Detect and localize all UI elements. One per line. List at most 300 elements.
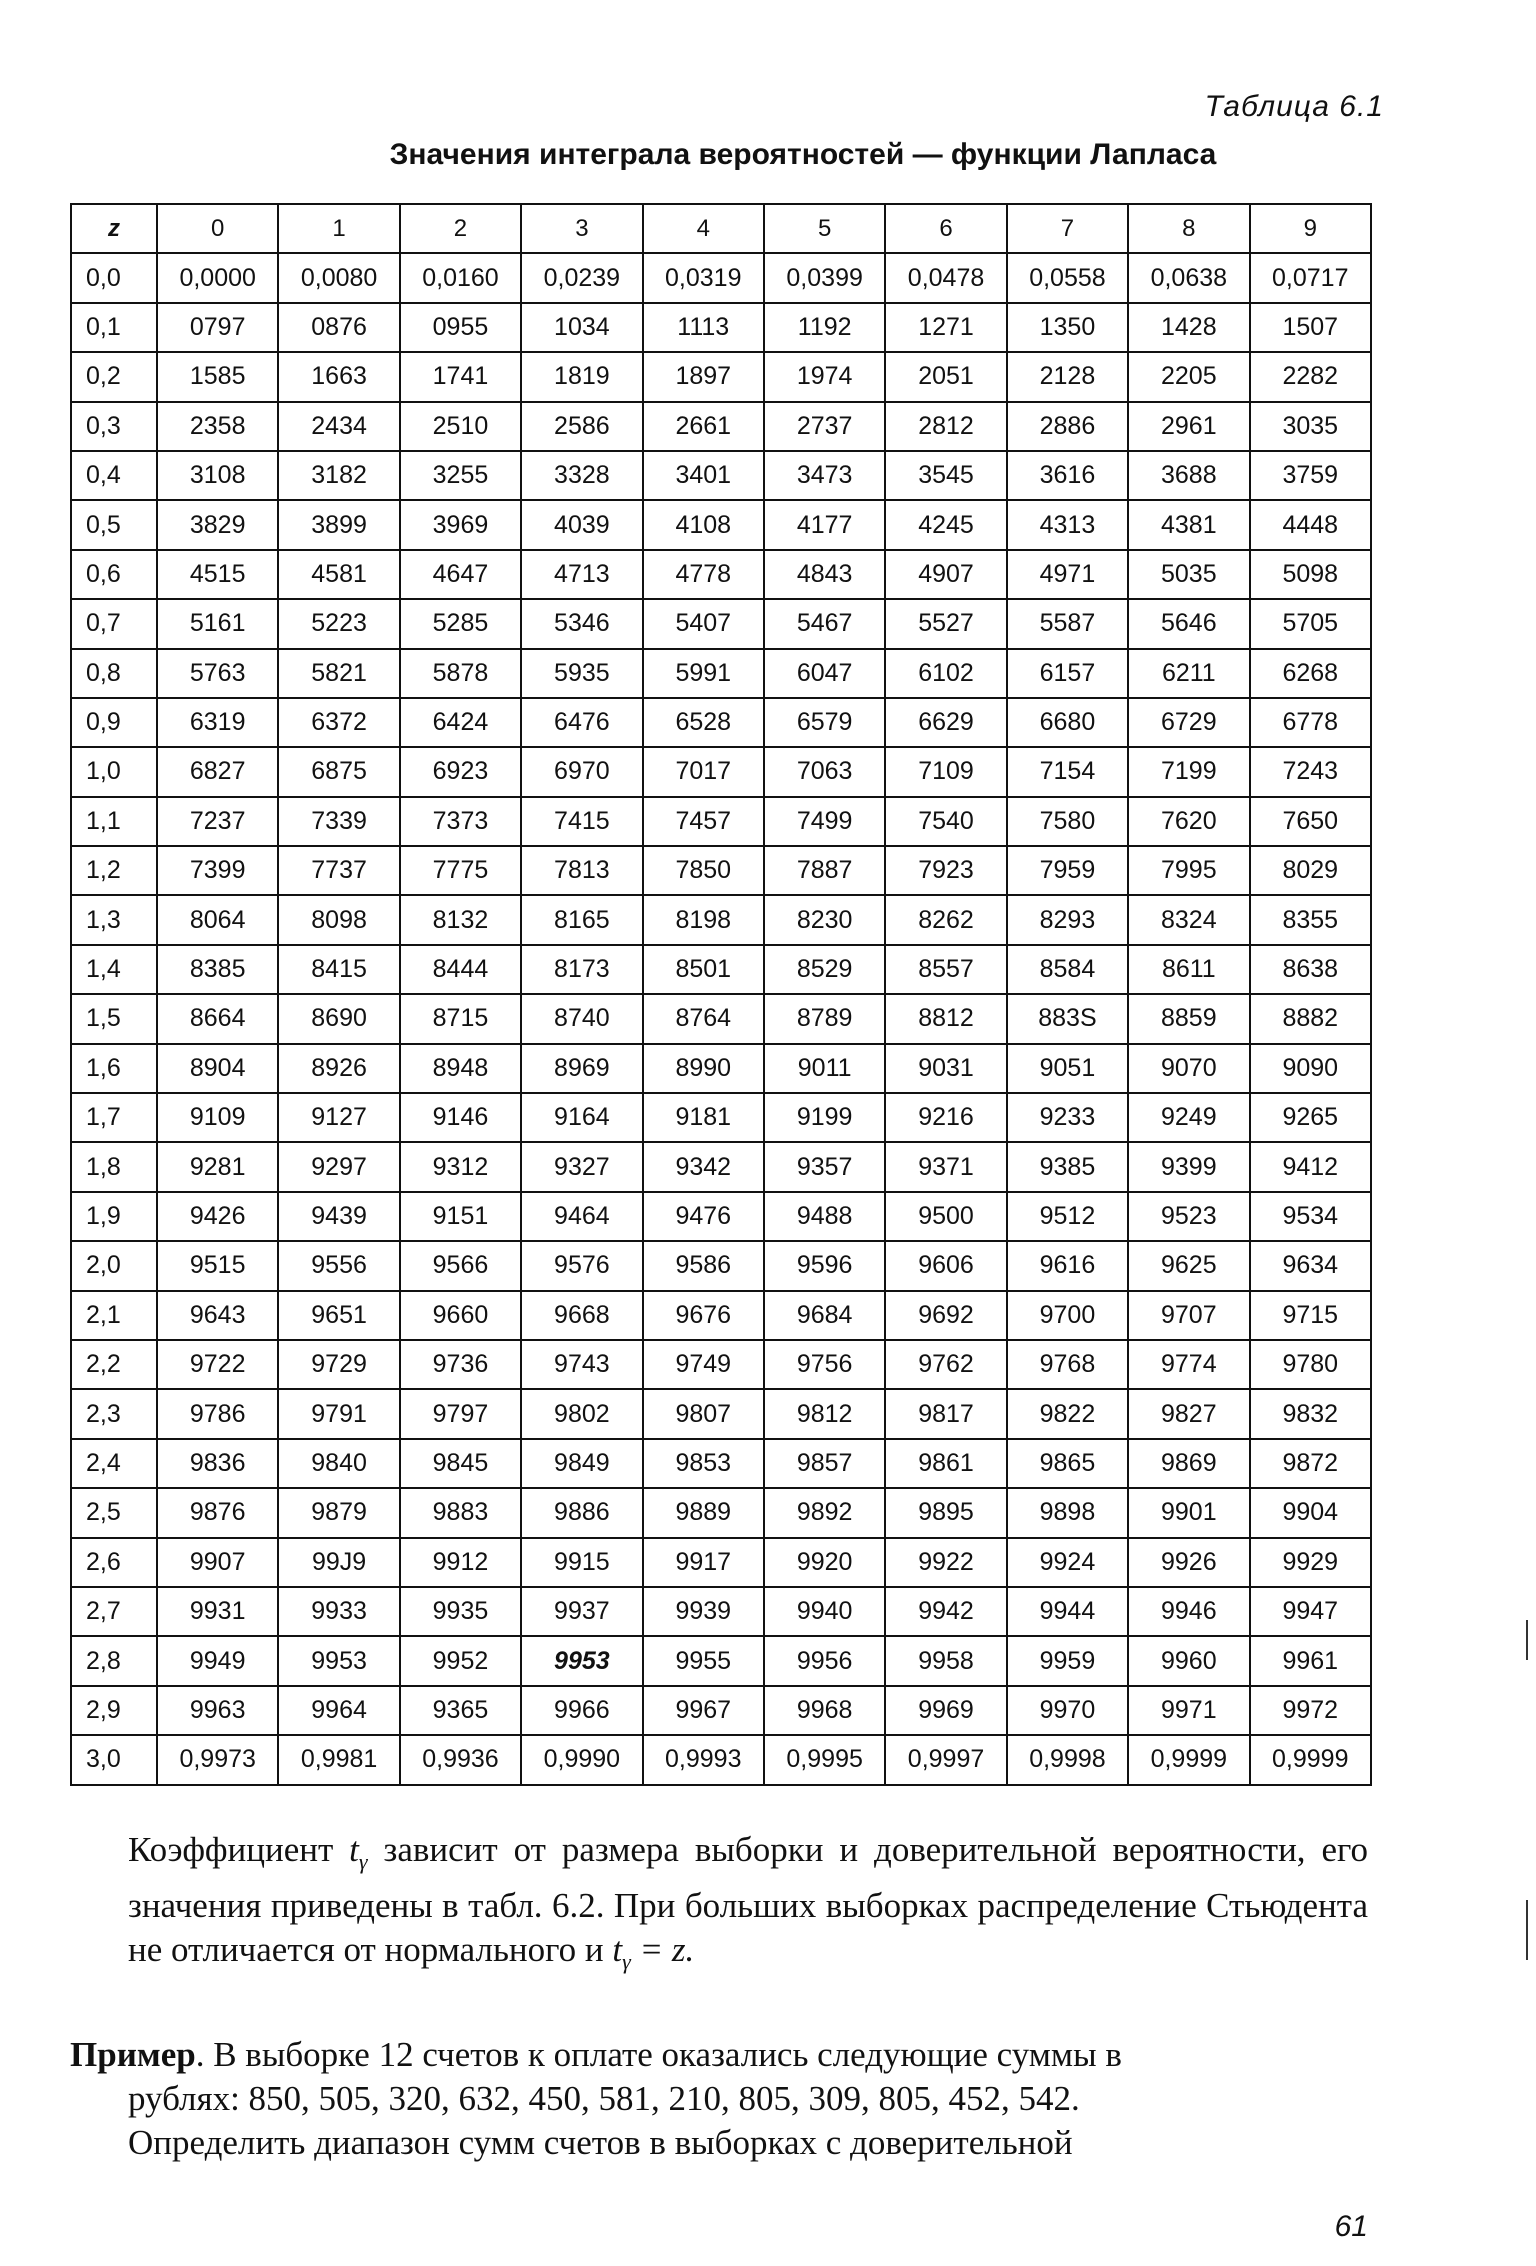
paragraph-text: зависит от размера выборки и доверительной вероятности, его значения приведены в табл. 6.2. При больших выборках распределение Стьюдента не отличается от нормального и bbox=[128, 1830, 1368, 1969]
z-value-cell: 2,8 bbox=[71, 1636, 157, 1685]
table-cell: 9297 bbox=[278, 1142, 399, 1191]
scan-edge-mark bbox=[1526, 1620, 1528, 1660]
table-cell: 8789 bbox=[764, 994, 885, 1043]
table-cell: 5763 bbox=[157, 649, 278, 698]
table-cell: 8198 bbox=[643, 895, 764, 944]
table-cell: 9797 bbox=[400, 1389, 521, 1438]
table-row bbox=[71, 1093, 1371, 1142]
table-cell: 7923 bbox=[885, 846, 1006, 895]
table-cell: 9937 bbox=[521, 1587, 642, 1636]
table-cell: 9802 bbox=[521, 1389, 642, 1438]
table-row bbox=[71, 550, 1371, 599]
table-cell: 9935 bbox=[400, 1587, 521, 1636]
table-cell: 9959 bbox=[1007, 1636, 1128, 1685]
table-cell: 9606 bbox=[885, 1241, 1006, 1290]
table-cell: 9883 bbox=[400, 1488, 521, 1537]
z-value-cell: 1,5 bbox=[71, 994, 157, 1043]
table-cell: 3108 bbox=[157, 451, 278, 500]
table-cell: 9907 bbox=[157, 1538, 278, 1587]
table-cell: 9963 bbox=[157, 1686, 278, 1735]
table-cell: 8904 bbox=[157, 1044, 278, 1093]
table-cell: 8529 bbox=[764, 945, 885, 994]
table-row bbox=[71, 895, 1371, 944]
table-cell: 9616 bbox=[1007, 1241, 1128, 1290]
table-cell: 8859 bbox=[1128, 994, 1249, 1043]
table-cell: 6528 bbox=[643, 698, 764, 747]
table-cell: 8690 bbox=[278, 994, 399, 1043]
table-cell: 7017 bbox=[643, 747, 764, 796]
z-value-cell: 2,6 bbox=[71, 1538, 157, 1587]
table-cell: 1897 bbox=[643, 352, 764, 401]
header-cell: 1 bbox=[278, 204, 399, 253]
table-cell: 9399 bbox=[1128, 1142, 1249, 1191]
z-value-cell: 0,1 bbox=[71, 303, 157, 352]
table-cell: 9762 bbox=[885, 1340, 1006, 1389]
table-cell: 0,0399 bbox=[764, 253, 885, 302]
table-row bbox=[71, 1291, 1371, 1340]
table-cell: 9488 bbox=[764, 1192, 885, 1241]
z-value-cell: 0,5 bbox=[71, 500, 157, 549]
table-cell: 5878 bbox=[400, 649, 521, 698]
table-cell: 1741 bbox=[400, 352, 521, 401]
table-cell: 9960 bbox=[1128, 1636, 1249, 1685]
table-cell: 9931 bbox=[157, 1587, 278, 1636]
table-cell: 4778 bbox=[643, 550, 764, 599]
table-cell: 2586 bbox=[521, 402, 642, 451]
table-cell: 9807 bbox=[643, 1389, 764, 1438]
table-cell: 8740 bbox=[521, 994, 642, 1043]
z-value-cell: 1,4 bbox=[71, 945, 157, 994]
table-cell: 7775 bbox=[400, 846, 521, 895]
table-cell: 6424 bbox=[400, 698, 521, 747]
table-cell: 9774 bbox=[1128, 1340, 1249, 1389]
table-cell: 9827 bbox=[1128, 1389, 1249, 1438]
table-cell: 4971 bbox=[1007, 550, 1128, 599]
table-cell: 9968 bbox=[764, 1686, 885, 1735]
table-cell: 9523 bbox=[1128, 1192, 1249, 1241]
table-cell: 0,9990 bbox=[521, 1735, 642, 1784]
header-cell: 0 bbox=[157, 204, 278, 253]
table-cell: 1192 bbox=[764, 303, 885, 352]
z-value-cell: 2,4 bbox=[71, 1439, 157, 1488]
table-cell: 9953 bbox=[521, 1636, 642, 1685]
table-cell: 9865 bbox=[1007, 1439, 1128, 1488]
table-cell: 6923 bbox=[400, 747, 521, 796]
z-value-cell: 1,6 bbox=[71, 1044, 157, 1093]
table-row bbox=[71, 1142, 1371, 1191]
table-cell: 1585 bbox=[157, 352, 278, 401]
table-cell: 6629 bbox=[885, 698, 1006, 747]
table-cell: 1507 bbox=[1250, 303, 1371, 352]
table-cell: 0,9999 bbox=[1128, 1735, 1249, 1784]
table-cell: 5646 bbox=[1128, 599, 1249, 648]
table-cell: 9791 bbox=[278, 1389, 399, 1438]
table-cell: 1113 bbox=[643, 303, 764, 352]
table-row bbox=[71, 500, 1371, 549]
table-cell: 7243 bbox=[1250, 747, 1371, 796]
example-lead: Пример bbox=[70, 2035, 196, 2074]
table-cell: 9365 bbox=[400, 1686, 521, 1735]
table-cell: 9898 bbox=[1007, 1488, 1128, 1537]
table-cell: 3829 bbox=[157, 500, 278, 549]
z-value-cell: 0,4 bbox=[71, 451, 157, 500]
table-cell: 9872 bbox=[1250, 1439, 1371, 1488]
table-cell: 1663 bbox=[278, 352, 399, 401]
table-cell: 9756 bbox=[764, 1340, 885, 1389]
table-cell: 7995 bbox=[1128, 846, 1249, 895]
table-cell: 9939 bbox=[643, 1587, 764, 1636]
table-cell: 5098 bbox=[1250, 550, 1371, 599]
table-title: Значения интеграла вероятностей — функции Лапласа bbox=[389, 138, 1217, 171]
table-row bbox=[71, 303, 1371, 352]
table-cell: 3969 bbox=[400, 500, 521, 549]
table-cell: 8064 bbox=[157, 895, 278, 944]
table-cell: 6778 bbox=[1250, 698, 1371, 747]
table-cell: 3182 bbox=[278, 451, 399, 500]
table-cell: 9515 bbox=[157, 1241, 278, 1290]
table-cell: 5935 bbox=[521, 649, 642, 698]
table-cell: 8262 bbox=[885, 895, 1006, 944]
table-cell: 5527 bbox=[885, 599, 1006, 648]
table-cell: 4843 bbox=[764, 550, 885, 599]
table-cell: 4381 bbox=[1128, 500, 1249, 549]
table-cell: 9845 bbox=[400, 1439, 521, 1488]
table-cell: 4177 bbox=[764, 500, 885, 549]
table-cell: 9312 bbox=[400, 1142, 521, 1191]
table-cell: 9586 bbox=[643, 1241, 764, 1290]
table-cell: 9822 bbox=[1007, 1389, 1128, 1438]
table-cell: 8990 bbox=[643, 1044, 764, 1093]
table-cell: 9692 bbox=[885, 1291, 1006, 1340]
table-row bbox=[71, 747, 1371, 796]
table-cell: 8926 bbox=[278, 1044, 399, 1093]
table-cell: 4647 bbox=[400, 550, 521, 599]
table-cell: 3328 bbox=[521, 451, 642, 500]
table-cell: 7154 bbox=[1007, 747, 1128, 796]
table-cell: 9576 bbox=[521, 1241, 642, 1290]
table-cell: 0,0717 bbox=[1250, 253, 1371, 302]
table-cell: 0,9981 bbox=[278, 1735, 399, 1784]
table-cell: 1271 bbox=[885, 303, 1006, 352]
table-cell: 8098 bbox=[278, 895, 399, 944]
table-cell: 9476 bbox=[643, 1192, 764, 1241]
table-cell: 9743 bbox=[521, 1340, 642, 1389]
table-cell: 9216 bbox=[885, 1093, 1006, 1142]
table-cell: 9849 bbox=[521, 1439, 642, 1488]
table-cell: 9966 bbox=[521, 1686, 642, 1735]
table-cell: 2812 bbox=[885, 402, 1006, 451]
table-cell: 0,0080 bbox=[278, 253, 399, 302]
table-row bbox=[71, 451, 1371, 500]
table-cell: 9967 bbox=[643, 1686, 764, 1735]
table-cell: 9933 bbox=[278, 1587, 399, 1636]
table-row bbox=[71, 1488, 1371, 1537]
table-cell: 9327 bbox=[521, 1142, 642, 1191]
table-cell: 0,0478 bbox=[885, 253, 1006, 302]
table-cell: 0,0638 bbox=[1128, 253, 1249, 302]
table-cell: 9031 bbox=[885, 1044, 1006, 1093]
table-cell: 9817 bbox=[885, 1389, 1006, 1438]
table-cell: 5407 bbox=[643, 599, 764, 648]
table-cell: 2128 bbox=[1007, 352, 1128, 401]
table-cell: 9342 bbox=[643, 1142, 764, 1191]
table-row bbox=[71, 1192, 1371, 1241]
table-cell: 6476 bbox=[521, 698, 642, 747]
table-cell: 7373 bbox=[400, 797, 521, 846]
table-cell: 8165 bbox=[521, 895, 642, 944]
table-cell: 9886 bbox=[521, 1488, 642, 1537]
table-cell: 9786 bbox=[157, 1389, 278, 1438]
table-cell: 9715 bbox=[1250, 1291, 1371, 1340]
table-row bbox=[71, 797, 1371, 846]
table-cell: 9090 bbox=[1250, 1044, 1371, 1093]
table-cell: 3255 bbox=[400, 451, 521, 500]
z-value-cell: 1,3 bbox=[71, 895, 157, 944]
table-cell: 7650 bbox=[1250, 797, 1371, 846]
table-cell: 9464 bbox=[521, 1192, 642, 1241]
table-cell: 8324 bbox=[1128, 895, 1249, 944]
z-value-cell: 2,5 bbox=[71, 1488, 157, 1537]
table-cell: 9853 bbox=[643, 1439, 764, 1488]
table-cell: 5991 bbox=[643, 649, 764, 698]
header-cell: 4 bbox=[643, 204, 764, 253]
table-cell: 6827 bbox=[157, 747, 278, 796]
table-cell: 9722 bbox=[157, 1340, 278, 1389]
table-cell: 3688 bbox=[1128, 451, 1249, 500]
table-cell: 9922 bbox=[885, 1538, 1006, 1587]
table-cell: 7850 bbox=[643, 846, 764, 895]
table-cell: 8882 bbox=[1250, 994, 1371, 1043]
table-cell: 7620 bbox=[1128, 797, 1249, 846]
header-cell: 6 bbox=[885, 204, 1006, 253]
table-cell: 6579 bbox=[764, 698, 885, 747]
table-cell: 9876 bbox=[157, 1488, 278, 1537]
table-cell: 3616 bbox=[1007, 451, 1128, 500]
table-cell: 9512 bbox=[1007, 1192, 1128, 1241]
table-cell: 9944 bbox=[1007, 1587, 1128, 1636]
z-value-cell: 0,7 bbox=[71, 599, 157, 648]
header-row bbox=[71, 204, 1371, 253]
header-cell: 3 bbox=[521, 204, 642, 253]
table-cell: 9164 bbox=[521, 1093, 642, 1142]
table-cell: 1034 bbox=[521, 303, 642, 352]
table-cell: 7457 bbox=[643, 797, 764, 846]
z-value-cell: 0,2 bbox=[71, 352, 157, 401]
table-cell: 5467 bbox=[764, 599, 885, 648]
table-cell: 9857 bbox=[764, 1439, 885, 1488]
table-cell: 9912 bbox=[400, 1538, 521, 1587]
equation: = z. bbox=[630, 1930, 695, 1969]
example-line-3: Определить диапазон сумм счетов в выборках с доверительной bbox=[128, 2123, 1073, 2162]
table-cell: 2434 bbox=[278, 402, 399, 451]
table-cell: 6319 bbox=[157, 698, 278, 747]
table-cell: 9929 bbox=[1250, 1538, 1371, 1587]
table-cell: 6875 bbox=[278, 747, 399, 796]
table-cell: 9964 bbox=[278, 1686, 399, 1735]
table-cell: 3401 bbox=[643, 451, 764, 500]
table-cell: 5285 bbox=[400, 599, 521, 648]
table-cell: 0,0239 bbox=[521, 253, 642, 302]
table-cell: 7399 bbox=[157, 846, 278, 895]
table-cell: 7499 bbox=[764, 797, 885, 846]
table-cell: 9940 bbox=[764, 1587, 885, 1636]
table-cell: 7580 bbox=[1007, 797, 1128, 846]
table-cell: 6211 bbox=[1128, 649, 1249, 698]
table-cell: 1974 bbox=[764, 352, 885, 401]
table-cell: 0,0000 bbox=[157, 253, 278, 302]
table-row bbox=[71, 1389, 1371, 1438]
z-value-cell: 0,0 bbox=[71, 253, 157, 302]
table-cell: 8029 bbox=[1250, 846, 1371, 895]
table-cell: 9961 bbox=[1250, 1636, 1371, 1685]
table-cell: 0797 bbox=[157, 303, 278, 352]
table-cell: 9233 bbox=[1007, 1093, 1128, 1142]
table-cell: 9385 bbox=[1007, 1142, 1128, 1191]
table-cell: 0,9973 bbox=[157, 1735, 278, 1784]
table-row bbox=[71, 649, 1371, 698]
table-cell: 2886 bbox=[1007, 402, 1128, 451]
table-cell: 4581 bbox=[278, 550, 399, 599]
table-cell: 7339 bbox=[278, 797, 399, 846]
table-cell: 9281 bbox=[157, 1142, 278, 1191]
table-cell: 9901 bbox=[1128, 1488, 1249, 1537]
table-cell: 9892 bbox=[764, 1488, 885, 1537]
table-cell: 1428 bbox=[1128, 303, 1249, 352]
table-cell: 9151 bbox=[400, 1192, 521, 1241]
table-cell: 9904 bbox=[1250, 1488, 1371, 1537]
table-cell: 8611 bbox=[1128, 945, 1249, 994]
table-cell: 4907 bbox=[885, 550, 1006, 599]
table-cell: 9011 bbox=[764, 1044, 885, 1093]
table-cell: 7737 bbox=[278, 846, 399, 895]
table-cell: 9946 bbox=[1128, 1587, 1249, 1636]
table-cell: 0876 bbox=[278, 303, 399, 352]
table-cell: 9917 bbox=[643, 1538, 764, 1587]
table-cell: 5705 bbox=[1250, 599, 1371, 648]
table-cell: 2961 bbox=[1128, 402, 1249, 451]
table-cell: 4313 bbox=[1007, 500, 1128, 549]
table-cell: 8557 bbox=[885, 945, 1006, 994]
table-cell: 9969 bbox=[885, 1686, 1006, 1735]
table-cell: 7887 bbox=[764, 846, 885, 895]
z-value-cell: 1,1 bbox=[71, 797, 157, 846]
table-cell: 8584 bbox=[1007, 945, 1128, 994]
table-row bbox=[71, 253, 1371, 302]
table-cell: 5821 bbox=[278, 649, 399, 698]
table-cell: 9146 bbox=[400, 1093, 521, 1142]
table-cell: 6102 bbox=[885, 649, 1006, 698]
table-cell: 9958 bbox=[885, 1636, 1006, 1685]
header-cell: 7 bbox=[1007, 204, 1128, 253]
table-body bbox=[71, 253, 1371, 1784]
table-row bbox=[71, 599, 1371, 648]
table-cell: 8638 bbox=[1250, 945, 1371, 994]
table-cell: 2205 bbox=[1128, 352, 1249, 401]
table-cell: 9566 bbox=[400, 1241, 521, 1290]
scan-edge-mark bbox=[1526, 1900, 1528, 1960]
table-cell: 8764 bbox=[643, 994, 764, 1043]
table-cell: 7813 bbox=[521, 846, 642, 895]
table-row bbox=[71, 352, 1371, 401]
table-cell: 4515 bbox=[157, 550, 278, 599]
table-cell: 9956 bbox=[764, 1636, 885, 1685]
table-cell: 0,9995 bbox=[764, 1735, 885, 1784]
table-cell: 8969 bbox=[521, 1044, 642, 1093]
table-cell: 9643 bbox=[157, 1291, 278, 1340]
table-cell: 8415 bbox=[278, 945, 399, 994]
table-cell: 6372 bbox=[278, 698, 399, 747]
table-cell: 0,0160 bbox=[400, 253, 521, 302]
table-cell: 9949 bbox=[157, 1636, 278, 1685]
table-cell: 9634 bbox=[1250, 1241, 1371, 1290]
t-gamma-symbol: $t_\gamma$ bbox=[612, 1930, 631, 1974]
z-value-cell: 2,2 bbox=[71, 1340, 157, 1389]
table-row bbox=[71, 1636, 1371, 1685]
table-row bbox=[71, 402, 1371, 451]
table-cell: 9109 bbox=[157, 1093, 278, 1142]
table-cell: 5223 bbox=[278, 599, 399, 648]
table-cell: 9889 bbox=[643, 1488, 764, 1537]
table-cell: 9924 bbox=[1007, 1538, 1128, 1587]
table-cell: 9371 bbox=[885, 1142, 1006, 1191]
table-cell: 0,0558 bbox=[1007, 253, 1128, 302]
table-cell: 9199 bbox=[764, 1093, 885, 1142]
table-cell: 0955 bbox=[400, 303, 521, 352]
table-cell: 9651 bbox=[278, 1291, 399, 1340]
table-cell: 8355 bbox=[1250, 895, 1371, 944]
example-line-2: рублях: 850, 505, 320, 632, 450, 581, 210, 805, 309, 805, 452, 542. bbox=[128, 2079, 1080, 2118]
table-row bbox=[71, 945, 1371, 994]
table-cell: 9840 bbox=[278, 1439, 399, 1488]
table-cell: 9051 bbox=[1007, 1044, 1128, 1093]
z-value-cell: 2,0 bbox=[71, 1241, 157, 1290]
table-cell: 2051 bbox=[885, 352, 1006, 401]
z-value-cell: 2,3 bbox=[71, 1389, 157, 1438]
table-cell: 0,9993 bbox=[643, 1735, 764, 1784]
table-cell: 0,9999 bbox=[1250, 1735, 1371, 1784]
table-cell: 9729 bbox=[278, 1340, 399, 1389]
table-cell: 9915 bbox=[521, 1538, 642, 1587]
table-cell: 5587 bbox=[1007, 599, 1128, 648]
table-row bbox=[71, 1340, 1371, 1389]
z-value-cell: 1,0 bbox=[71, 747, 157, 796]
table-cell: 9625 bbox=[1128, 1241, 1249, 1290]
header-cell: 9 bbox=[1250, 204, 1371, 253]
paragraph-example bbox=[70, 2033, 1368, 2165]
laplace-table bbox=[70, 203, 1372, 1786]
table-cell: 9861 bbox=[885, 1439, 1006, 1488]
table-cell: 7109 bbox=[885, 747, 1006, 796]
table-cell: 9070 bbox=[1128, 1044, 1249, 1093]
z-value-cell: 0,6 bbox=[71, 550, 157, 599]
table-cell: 0,9998 bbox=[1007, 1735, 1128, 1784]
z-value-cell: 0,9 bbox=[71, 698, 157, 747]
table-cell: 9920 bbox=[764, 1538, 885, 1587]
table-cell: 4713 bbox=[521, 550, 642, 599]
table-cell: 8293 bbox=[1007, 895, 1128, 944]
table-cell: 2358 bbox=[157, 402, 278, 451]
table-cell: 0,9997 bbox=[885, 1735, 1006, 1784]
paragraph-text: Коэффициент bbox=[128, 1830, 350, 1869]
example-line-1: Пример. В выборке 12 счетов к оплате оказались следующие суммы в bbox=[70, 2035, 1122, 2074]
table-cell: 9749 bbox=[643, 1340, 764, 1389]
table-cell: 8173 bbox=[521, 945, 642, 994]
table-cell: 3899 bbox=[278, 500, 399, 549]
table-cell: 9534 bbox=[1250, 1192, 1371, 1241]
table-cell: 9500 bbox=[885, 1192, 1006, 1241]
table-cell: 8230 bbox=[764, 895, 885, 944]
table-cell: 9812 bbox=[764, 1389, 885, 1438]
